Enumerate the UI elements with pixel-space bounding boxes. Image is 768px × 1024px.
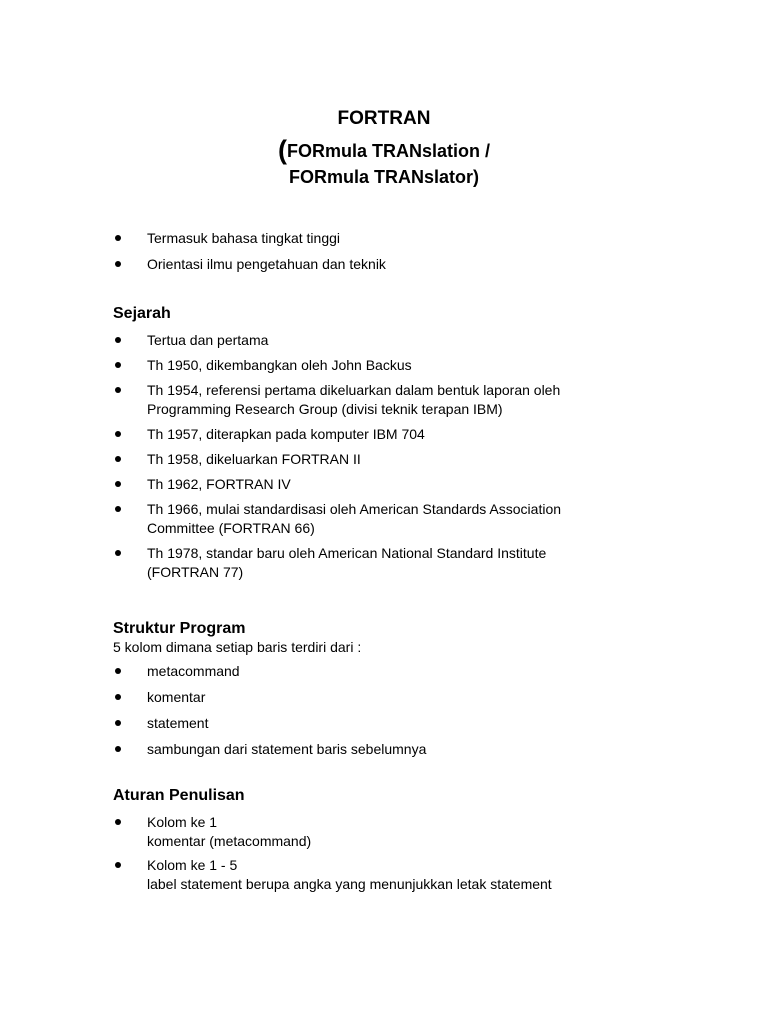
bullet-icon: [115, 481, 121, 487]
aturan-list: [113, 813, 633, 894]
list-item-text: komentar: [147, 689, 206, 705]
title-block: [0, 107, 768, 190]
bullet-icon: [115, 819, 121, 825]
document-title: FORTRAN: [337, 108, 431, 129]
list-item: [113, 255, 633, 274]
list-item-text: sambungan dari statement baris sebelumnya: [147, 741, 427, 757]
bullet-icon: [115, 746, 121, 752]
title-expansion-text-1: FORmula TRANslation /: [286, 141, 490, 161]
list-item: [113, 475, 633, 494]
list-item-text: Th 1962, FORTRAN IV: [147, 476, 291, 492]
bullet-icon: [115, 456, 121, 462]
list-item: [113, 740, 633, 759]
bullet-icon: [115, 720, 121, 726]
section-heading-aturan: Aturan Penulisan: [113, 787, 245, 804]
list-item-text: Th 1966, mulai standardisasi oleh American Standards Association: [147, 501, 562, 517]
list-item: [113, 229, 633, 248]
bullet-icon: [115, 550, 121, 556]
title-expansion-line-2: FORmula TRANslator): [288, 167, 479, 187]
list-item-text: Termasuk bahasa tingkat tinggi: [147, 230, 340, 246]
list-item: [113, 714, 633, 733]
sejarah-list: [113, 331, 633, 582]
list-item-text-continued: komentar (metacommand): [147, 833, 312, 849]
intro-list: [113, 229, 633, 274]
list-item: [113, 331, 633, 350]
bullet-icon: [115, 694, 121, 700]
list-item-text-continued: label statement berupa angka yang menunjukkan letak statement: [147, 876, 552, 892]
list-item-text: Th 1954, referensi pertama dikeluarkan dalam bentuk laporan oleh: [147, 382, 561, 398]
bullet-icon: [115, 235, 121, 241]
bullet-icon: [115, 862, 121, 868]
list-item: [113, 544, 633, 582]
list-item: [113, 662, 633, 681]
title-expansion-line-1: [0, 137, 768, 164]
struktur-list: [113, 662, 633, 759]
list-item-text: Kolom ke 1 - 5: [147, 857, 238, 873]
list-item-text: Kolom ke 1: [147, 814, 218, 830]
list-item-text: Th 1978, standar baru oleh American National Standard Institute: [147, 545, 547, 561]
list-item-text: Tertua dan pertama: [147, 332, 269, 348]
list-item: [113, 425, 633, 444]
list-item-text: Th 1958, dikeluarkan FORTRAN II: [147, 451, 361, 467]
list-item: [113, 688, 633, 707]
list-item: [113, 381, 633, 419]
bullet-icon: [115, 431, 121, 437]
struktur-intro: 5 kolom dimana setiap baris terdiri dari :: [113, 639, 362, 655]
list-item: [113, 813, 633, 851]
list-item-text: metacommand: [147, 663, 240, 679]
title-open-paren: (: [277, 135, 287, 165]
list-item: [113, 356, 633, 375]
bullet-icon: [115, 261, 121, 267]
list-item: [113, 856, 633, 894]
list-item: [113, 450, 633, 469]
list-item-text-continued: Programming Research Group (divisi teknik terapan IBM): [147, 401, 503, 417]
list-item-text-continued: Committee (FORTRAN 66): [147, 520, 315, 536]
list-item-text: statement: [147, 715, 209, 731]
list-item-text: Th 1957, diterapkan pada komputer IBM 704: [147, 426, 425, 442]
bullet-icon: [115, 506, 121, 512]
bullet-icon: [115, 362, 121, 368]
bullet-icon: [115, 337, 121, 343]
bullet-icon: [115, 387, 121, 393]
section-heading-struktur: Struktur Program: [113, 620, 246, 637]
list-item-text: Th 1950, dikembangkan oleh John Backus: [147, 357, 412, 373]
bullet-icon: [115, 668, 121, 674]
list-item-text-continued: (FORTRAN 77): [147, 564, 244, 580]
list-item-text: Orientasi ilmu pengetahuan dan teknik: [147, 256, 386, 272]
section-heading-sejarah: Sejarah: [113, 305, 171, 322]
list-item: [113, 500, 633, 538]
